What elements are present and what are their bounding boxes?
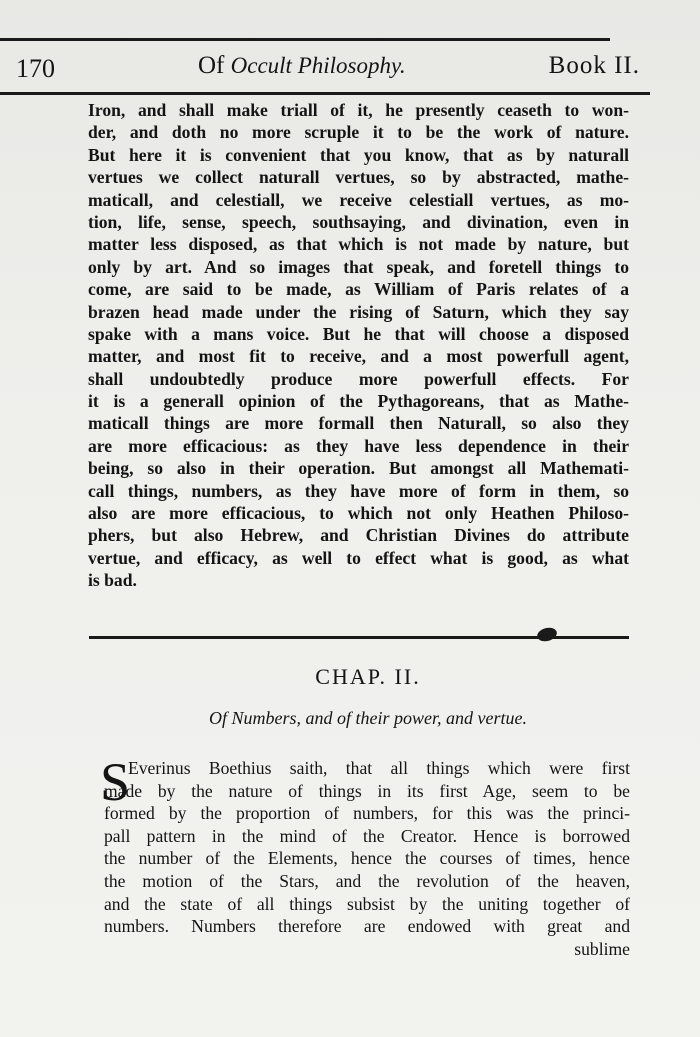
text-line: spake with a mans voice. But he that will choose a disposed	[88, 323, 629, 344]
text-line: it is a generall opinion of the Pythagoreans, that as Mathe-	[88, 391, 629, 412]
chapter-heading: CHAP. II.	[315, 664, 421, 689]
header-rule	[0, 92, 650, 95]
text-line: matter less disposed, as that which is not made by nature, but	[88, 234, 629, 255]
text-line: being, so also in their operation. But amongst all Mathemati-	[88, 458, 629, 479]
text-line: numbers. Numbers therefore are endowed with great and	[104, 916, 630, 937]
text-line: Iron, and shall make triall of it, he presently ceaseth to won-	[88, 100, 629, 120]
text-line: Everinus Boethius saith, that all things which were first	[128, 758, 630, 778]
text-line: only by art. And so images that speak, and foretell things to	[88, 256, 629, 277]
chapter-subtitle: Of Numbers, and of their power, and vertue.	[209, 708, 527, 728]
text-line: come, are said to be made, as William of Paris relates of a	[88, 279, 629, 300]
text-line: matter, and most fit to receive, and a most powerfull agent,	[88, 346, 629, 367]
text-line: are more efficacious: as they have less dependence in their	[88, 435, 629, 456]
text-line: brazen head made under the rising of Saturn, which they say	[88, 301, 629, 322]
text-line: and the state of all things subsist by the uniting together of	[104, 893, 630, 914]
text-line: shall undoubtedly produce more powerfull effects. For	[88, 368, 629, 389]
running-head	[198, 52, 406, 80]
text-line: maticall things are more formall then Naturall, so also they	[88, 413, 629, 434]
rule-ornament	[536, 626, 559, 644]
text-line: pall pattern in the mind of the Creator. Hence is borrowed	[104, 825, 630, 846]
text-line: made by the nature of things in its first Age, seem to be	[104, 780, 630, 801]
text-line: also are more efficacious, to which not only Heathen Philoso-	[88, 503, 629, 524]
running-head-title: Occult Philosophy.	[230, 53, 406, 78]
chapter-paragraph	[104, 757, 630, 960]
catchword: sublime	[574, 938, 630, 959]
text-line: vertue, and efficacy, as well to effect what is good, as what	[88, 547, 629, 568]
text-line: formed by the proportion of numbers, for this was the princi-	[104, 803, 630, 824]
text-line: maticall, and celestiall, we receive celestiall vertues, as mo-	[88, 189, 629, 210]
running-head-prefix: Of	[198, 52, 225, 79]
text-line: call things, numbers, as they have more of form in them, so	[88, 480, 629, 501]
text-line: the motion of the Stars, and the revolution of the heaven,	[104, 870, 630, 891]
text-line: vertues we collect naturall vertues, so by abstracted, mathe-	[88, 167, 629, 188]
top-rule	[0, 38, 610, 41]
text-line: tion, life, sense, speech, southsaying, and divination, even in	[88, 211, 629, 232]
text-line: the number of the Elements, hence the courses of times, hence	[104, 848, 630, 869]
drop-cap: S	[100, 752, 131, 812]
page-header	[8, 48, 680, 88]
text-line: But here it is convenient that you know, that as by naturall	[88, 144, 629, 165]
page-number: 170	[16, 54, 55, 83]
text-line: phers, but also Hebrew, and Christian Divines do attribute	[88, 525, 629, 546]
text-line: der, and doth no more scruple it to be the work of nature.	[88, 122, 629, 143]
book-label: Book II.	[548, 52, 640, 79]
text-line: is bad.	[88, 570, 137, 591]
body-paragraph	[88, 99, 629, 592]
